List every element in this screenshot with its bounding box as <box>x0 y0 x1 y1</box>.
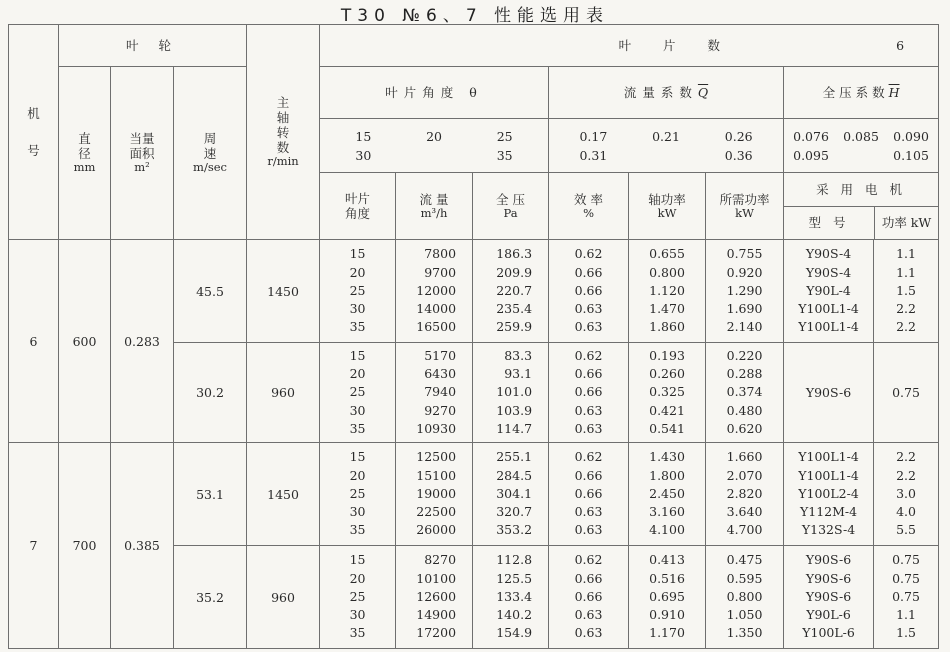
rpm-value: 1450 <box>247 443 320 546</box>
header-area-char1: 当量 <box>129 131 155 147</box>
header-machine-char2: 号 <box>27 143 40 158</box>
cell-value: 25 <box>349 588 366 604</box>
header-machine-no <box>9 25 59 240</box>
cell-value: 235.4 <box>496 301 533 317</box>
cell-value: 133.4 <box>496 588 533 604</box>
cell-value: 0.480 <box>726 402 763 418</box>
cell-value: 5.5 <box>896 522 916 538</box>
required-power-cell <box>706 240 784 343</box>
col-eff-line1: 效 率 <box>574 191 604 207</box>
cell-value: 15100 <box>416 467 457 483</box>
shaft-power-cell <box>629 443 706 546</box>
pressure-coef-value: 0.095 <box>793 147 829 163</box>
flow-cell <box>396 546 473 649</box>
cell-value: 1.800 <box>649 467 685 483</box>
cell-value: 2.450 <box>649 485 685 501</box>
cell-value: 0.75 <box>892 552 920 568</box>
cell-value: 25 <box>349 485 366 501</box>
cell-value: 10930 <box>416 420 457 436</box>
col-pressure-line1: 全 压 <box>496 191 526 207</box>
col-header-flow <box>396 173 473 240</box>
rpm-value: 960 <box>247 343 320 443</box>
cell-value: 19000 <box>416 485 457 501</box>
cell-value: 1.5 <box>896 625 916 641</box>
cell-value: 0.62 <box>574 246 603 262</box>
header-blades-count: 6 <box>896 38 905 53</box>
cell-value: 12000 <box>416 282 457 298</box>
header-speed-char2: 速 <box>203 146 217 162</box>
machine-no: 7 <box>9 443 59 649</box>
header-pressure-coef-label: 全压系数 <box>822 85 889 100</box>
cell-value: 0.62 <box>574 347 603 363</box>
cell-value: 125.5 <box>496 570 533 586</box>
motor-type-cell <box>784 546 874 649</box>
motor-power-label: 功率 kW <box>881 215 932 230</box>
header-area-unit: m² <box>134 160 150 175</box>
cell-value: 112.8 <box>496 552 533 568</box>
required-power-cell <box>706 546 784 649</box>
col-flow-line1: 流 量 <box>419 191 449 207</box>
motor-power-cell <box>874 240 939 343</box>
cell-value: 25 <box>349 384 366 400</box>
cell-value: 186.3 <box>496 246 533 262</box>
cell-value: 1.1 <box>896 264 916 280</box>
cell-value: 0.63 <box>574 420 603 436</box>
cell-value: 220.7 <box>496 282 533 298</box>
cell-value: Y90S-4 <box>805 264 852 280</box>
header-machine-char1: 机 <box>27 106 40 121</box>
col-req-unit: kW <box>735 205 754 220</box>
cell-value: 209.9 <box>496 264 533 280</box>
cell-value: 35 <box>349 522 366 538</box>
tip-speed-value: 45.5 <box>174 240 247 343</box>
col-header-shaft-power <box>629 173 706 240</box>
cell-value: 0.421 <box>649 402 685 418</box>
diameter-value: 700 <box>59 443 111 649</box>
cell-value: 35 <box>349 420 366 436</box>
cell-value: 114.7 <box>496 420 533 436</box>
header-tip-speed <box>174 67 247 240</box>
cell-value: 304.1 <box>496 485 533 501</box>
angle-cell <box>320 443 396 546</box>
header-flow-coef <box>549 67 784 119</box>
cell-value: 0.325 <box>649 384 685 400</box>
header-speed-char1: 周 <box>203 131 217 147</box>
col-angle-line1: 叶片 <box>345 191 371 206</box>
cell-value: Y90S-6 <box>805 570 852 586</box>
cell-value: 0.260 <box>649 366 685 382</box>
header-diameter-char2: 径 <box>78 146 91 162</box>
flow-coef-value: 0.21 <box>652 128 680 144</box>
cell-value: 16500 <box>416 319 457 335</box>
cell-value: Y100L1-4 <box>798 467 859 483</box>
cell-value: 2.2 <box>896 319 916 335</box>
flow-cell <box>396 443 473 546</box>
cell-value: 353.2 <box>496 522 533 538</box>
motor-type-cell <box>784 240 874 343</box>
cell-value: 0.66 <box>574 588 603 604</box>
cell-value: 0.288 <box>726 366 763 382</box>
rpm-value: 960 <box>247 546 320 649</box>
cell-value: 0.62 <box>574 449 603 465</box>
cell-value: 0.63 <box>574 504 603 520</box>
tip-speed-value: 30.2 <box>174 343 247 443</box>
cell-value: 0.413 <box>649 552 685 568</box>
cell-value: 35 <box>349 625 366 641</box>
angle-value: 25 <box>496 128 513 144</box>
cell-value: 15 <box>349 347 366 363</box>
cell-value: 20 <box>349 366 366 382</box>
pressure-coef-value: 0.085 <box>843 128 879 144</box>
header-equiv-area <box>111 67 174 240</box>
flow-coef-value <box>630 148 703 163</box>
pressure-coef-value: 0.090 <box>893 128 929 144</box>
cell-value: 14000 <box>416 301 457 317</box>
cell-value: 2.140 <box>726 319 763 335</box>
pressure-cell <box>473 240 549 343</box>
angle-value: 30 <box>355 147 372 163</box>
cell-value: 4.700 <box>726 522 763 538</box>
tip-speed-value: 53.1 <box>174 443 247 546</box>
shaft-power-cell <box>629 343 706 443</box>
cell-value: 3.160 <box>649 504 685 520</box>
cell-value: 15 <box>349 246 366 262</box>
pressure-coef-values <box>784 119 939 173</box>
cell-value: 1.860 <box>649 319 685 335</box>
header-diameter <box>59 67 111 240</box>
area-value: 0.283 <box>111 240 174 443</box>
header-blade-angle-label: 叶片角度 θ <box>385 85 483 100</box>
cell-value: 6430 <box>424 366 457 382</box>
header-shaft-char1: 主 <box>276 95 290 111</box>
cell-value: 7800 <box>424 246 457 262</box>
cell-value: 93.1 <box>504 366 533 382</box>
table-row <box>9 443 939 546</box>
pressure-coef-value <box>836 148 886 163</box>
cell-value: 8270 <box>424 552 457 568</box>
col-shaft-unit: kW <box>657 205 677 220</box>
cell-value: 0.800 <box>649 264 685 280</box>
cell-value: 0.541 <box>649 420 685 436</box>
cell-value: 1.5 <box>896 282 916 298</box>
cell-value: Y90S-4 <box>805 246 852 262</box>
pressure-coef-symbol: $\overline{H}$ <box>888 85 900 100</box>
cell-value: 0.66 <box>574 467 603 483</box>
cell-value: 30 <box>349 402 366 418</box>
tip-speed-value: 35.2 <box>174 546 247 649</box>
pressure-cell <box>473 343 549 443</box>
cell-value: 0.75 <box>892 570 920 586</box>
cell-value: 15 <box>349 449 366 465</box>
cell-value: 30 <box>349 301 366 317</box>
header-pressure-coef <box>784 67 939 119</box>
pressure-cell <box>473 443 549 546</box>
motor-label: 采 用 电 机 <box>784 173 938 207</box>
cell-value: 9270 <box>424 402 457 418</box>
cell-value: 1.1 <box>896 607 916 623</box>
area-value: 0.385 <box>111 443 174 649</box>
table-title: T30 №6、7 性能选用表 <box>340 6 610 26</box>
cell-value: 0.66 <box>574 264 603 280</box>
flow-cell <box>396 240 473 343</box>
cell-value: 0.66 <box>574 384 603 400</box>
shaft-power-cell <box>629 546 706 649</box>
angle-cell <box>320 240 396 343</box>
cell-value: 9700 <box>424 264 457 280</box>
cell-value: 0.63 <box>574 607 603 623</box>
cell-value: 255.1 <box>496 449 533 465</box>
efficiency-cell <box>549 343 629 443</box>
efficiency-cell <box>549 240 629 343</box>
col-header-motor <box>784 173 939 240</box>
motor-type-label: 型 号 <box>784 207 875 239</box>
cell-value: Y112M-4 <box>799 504 858 520</box>
cell-value: 30 <box>349 607 366 623</box>
cell-value: 25 <box>349 282 366 298</box>
cell-value: 35 <box>349 319 366 335</box>
cell-value: 0.475 <box>726 552 763 568</box>
cell-value: 2.2 <box>896 301 916 317</box>
cell-value: 5170 <box>424 347 457 363</box>
cell-value: 259.9 <box>496 319 533 335</box>
pressure-coef-value: 0.105 <box>893 147 929 163</box>
cell-value: Y100L1-4 <box>798 319 859 335</box>
cell-value: Y90S-6 <box>805 588 852 604</box>
cell-value: 0.66 <box>574 485 603 501</box>
cell-value: 12600 <box>416 588 457 604</box>
cell-value: 0.193 <box>649 347 685 363</box>
header-shaft-speed <box>247 25 320 240</box>
header-area-char2: 面积 <box>129 146 155 162</box>
cell-value: 1.050 <box>726 607 763 623</box>
cell-value: 103.9 <box>496 402 533 418</box>
cell-value: 140.2 <box>496 607 533 623</box>
motor-power-cell <box>874 546 939 649</box>
angle-values <box>320 119 549 173</box>
cell-value: 1.290 <box>726 282 763 298</box>
cell-value: 1.660 <box>726 449 763 465</box>
cell-value: 12500 <box>416 449 457 465</box>
cell-value: 1.1 <box>896 246 916 262</box>
col-flow-unit: m³/h <box>420 205 448 220</box>
machine-no: 6 <box>9 240 59 443</box>
motor-power-cell: 0.75 <box>874 343 939 443</box>
cell-value: Y90L-6 <box>806 607 851 623</box>
cell-value: 0.695 <box>649 588 685 604</box>
cell-value: Y90L-4 <box>806 282 851 298</box>
table-row <box>9 240 939 343</box>
rpm-value: 1450 <box>247 240 320 343</box>
cell-value: 3.640 <box>726 504 763 520</box>
cell-value: 0.516 <box>649 570 685 586</box>
angle-value: 15 <box>355 128 372 144</box>
cell-value: 20 <box>349 467 366 483</box>
cell-value: 0.66 <box>574 282 603 298</box>
cell-value: 0.920 <box>726 264 763 280</box>
cell-value: 284.5 <box>496 467 533 483</box>
motor-type-cell <box>784 443 874 546</box>
cell-value: 4.100 <box>649 522 685 538</box>
col-header-required-power <box>706 173 784 240</box>
header-blades <box>320 25 939 67</box>
cell-value: 83.3 <box>504 347 533 363</box>
cell-value: Y90S-6 <box>805 552 852 568</box>
col-pressure-unit: Pa <box>503 205 518 220</box>
header-speed-unit: m/sec <box>193 160 227 175</box>
cell-value: 1.430 <box>649 449 685 465</box>
header-shaft-unit: r/min <box>267 154 299 169</box>
motor-type-cell: Y90S-6 <box>784 343 874 443</box>
header-impeller: 叶 轮 <box>59 25 247 67</box>
cell-value: 2.2 <box>896 449 916 465</box>
cell-value: 0.800 <box>726 588 763 604</box>
efficiency-cell <box>549 443 629 546</box>
cell-value: 0.374 <box>726 384 763 400</box>
col-angle-line2: 角度 <box>345 206 371 221</box>
header-shaft-char2: 轴 <box>276 110 290 126</box>
cell-value: 30 <box>349 504 366 520</box>
header-blade-angle <box>320 67 549 119</box>
cell-value: 0.755 <box>726 246 763 262</box>
cell-value: 0.63 <box>574 402 603 418</box>
cell-value: 1.690 <box>726 301 763 317</box>
cell-value: Y132S-4 <box>801 522 856 538</box>
cell-value: 0.62 <box>574 552 603 568</box>
header-diameter-unit: mm <box>73 160 96 175</box>
cell-value: Y100L2-4 <box>798 485 859 501</box>
cell-value: 4.0 <box>896 504 916 520</box>
diameter-value: 600 <box>59 240 111 443</box>
cell-value: 1.170 <box>649 625 685 641</box>
flow-cell <box>396 343 473 443</box>
cell-value: 20 <box>349 264 366 280</box>
cell-value: 2.070 <box>726 467 763 483</box>
cell-value: 15 <box>349 552 366 568</box>
cell-value: Y100L-6 <box>802 625 855 641</box>
cell-value: 1.470 <box>649 301 685 317</box>
header-diameter-char1: 直 <box>78 131 91 147</box>
cell-value: 0.66 <box>574 366 603 382</box>
performance-table <box>8 24 939 649</box>
cell-value: 0.63 <box>574 625 603 641</box>
cell-value: 10100 <box>416 570 457 586</box>
cell-value: 320.7 <box>496 504 533 520</box>
cell-value: 2.2 <box>896 467 916 483</box>
angle-cell <box>320 546 396 649</box>
angle-cell <box>320 343 396 443</box>
cell-value: 0.75 <box>892 588 920 604</box>
pressure-coef-value: 0.076 <box>793 128 829 144</box>
cell-value: 154.9 <box>496 625 533 641</box>
cell-value: 0.66 <box>574 570 603 586</box>
cell-value: 0.620 <box>726 420 763 436</box>
flow-coef-value: 0.26 <box>724 128 753 144</box>
cell-value: 22500 <box>416 504 457 520</box>
col-header-efficiency <box>549 173 629 240</box>
col-header-angle <box>320 173 396 240</box>
cell-value: 101.0 <box>496 384 533 400</box>
header-shaft-char3: 转 <box>276 125 290 141</box>
col-header-pressure <box>473 173 549 240</box>
angle-value: 20 <box>426 128 442 144</box>
cell-value: 14900 <box>416 607 457 623</box>
cell-value: 1.120 <box>649 282 685 298</box>
cell-value: 2.820 <box>726 485 763 501</box>
cell-value: 1.350 <box>726 625 763 641</box>
col-shaft-line1: 轴功率 <box>648 191 686 207</box>
cell-value: Y100L1-4 <box>798 449 859 465</box>
flow-coef-value: 0.17 <box>579 128 608 144</box>
cell-value: 0.595 <box>726 570 763 586</box>
cell-value: 0.63 <box>574 522 603 538</box>
cell-value: 17200 <box>416 625 457 641</box>
motor-power-cell <box>874 443 939 546</box>
header-blades-label: 叶 片 数 <box>618 38 735 53</box>
flow-coef-value: 0.31 <box>579 147 608 163</box>
required-power-cell <box>706 343 784 443</box>
cell-value: 0.655 <box>649 246 685 262</box>
efficiency-cell <box>549 546 629 649</box>
shaft-power-cell <box>629 240 706 343</box>
flow-coef-values <box>549 119 784 173</box>
cell-value: 0.63 <box>574 319 603 335</box>
angle-value: 35 <box>496 147 513 163</box>
cell-value: 26000 <box>416 522 457 538</box>
cell-value: 7940 <box>424 384 457 400</box>
flow-coef-value: 0.36 <box>724 147 753 163</box>
header-shaft-char4: 数 <box>276 140 290 156</box>
cell-value: 0.63 <box>574 301 603 317</box>
cell-value: 0.910 <box>649 607 685 623</box>
col-req-line1: 所需功率 <box>719 191 770 207</box>
cell-value: 3.0 <box>896 485 916 501</box>
cell-value: Y100L1-4 <box>798 301 859 317</box>
col-eff-unit: % <box>583 205 594 220</box>
pressure-cell <box>473 546 549 649</box>
cell-value: 20 <box>349 570 366 586</box>
cell-value: 0.220 <box>726 347 763 363</box>
flow-coef-symbol: $\overline{Q}$ <box>697 85 709 100</box>
required-power-cell <box>706 443 784 546</box>
header-flow-coef-label: 流量系数 <box>623 85 698 100</box>
